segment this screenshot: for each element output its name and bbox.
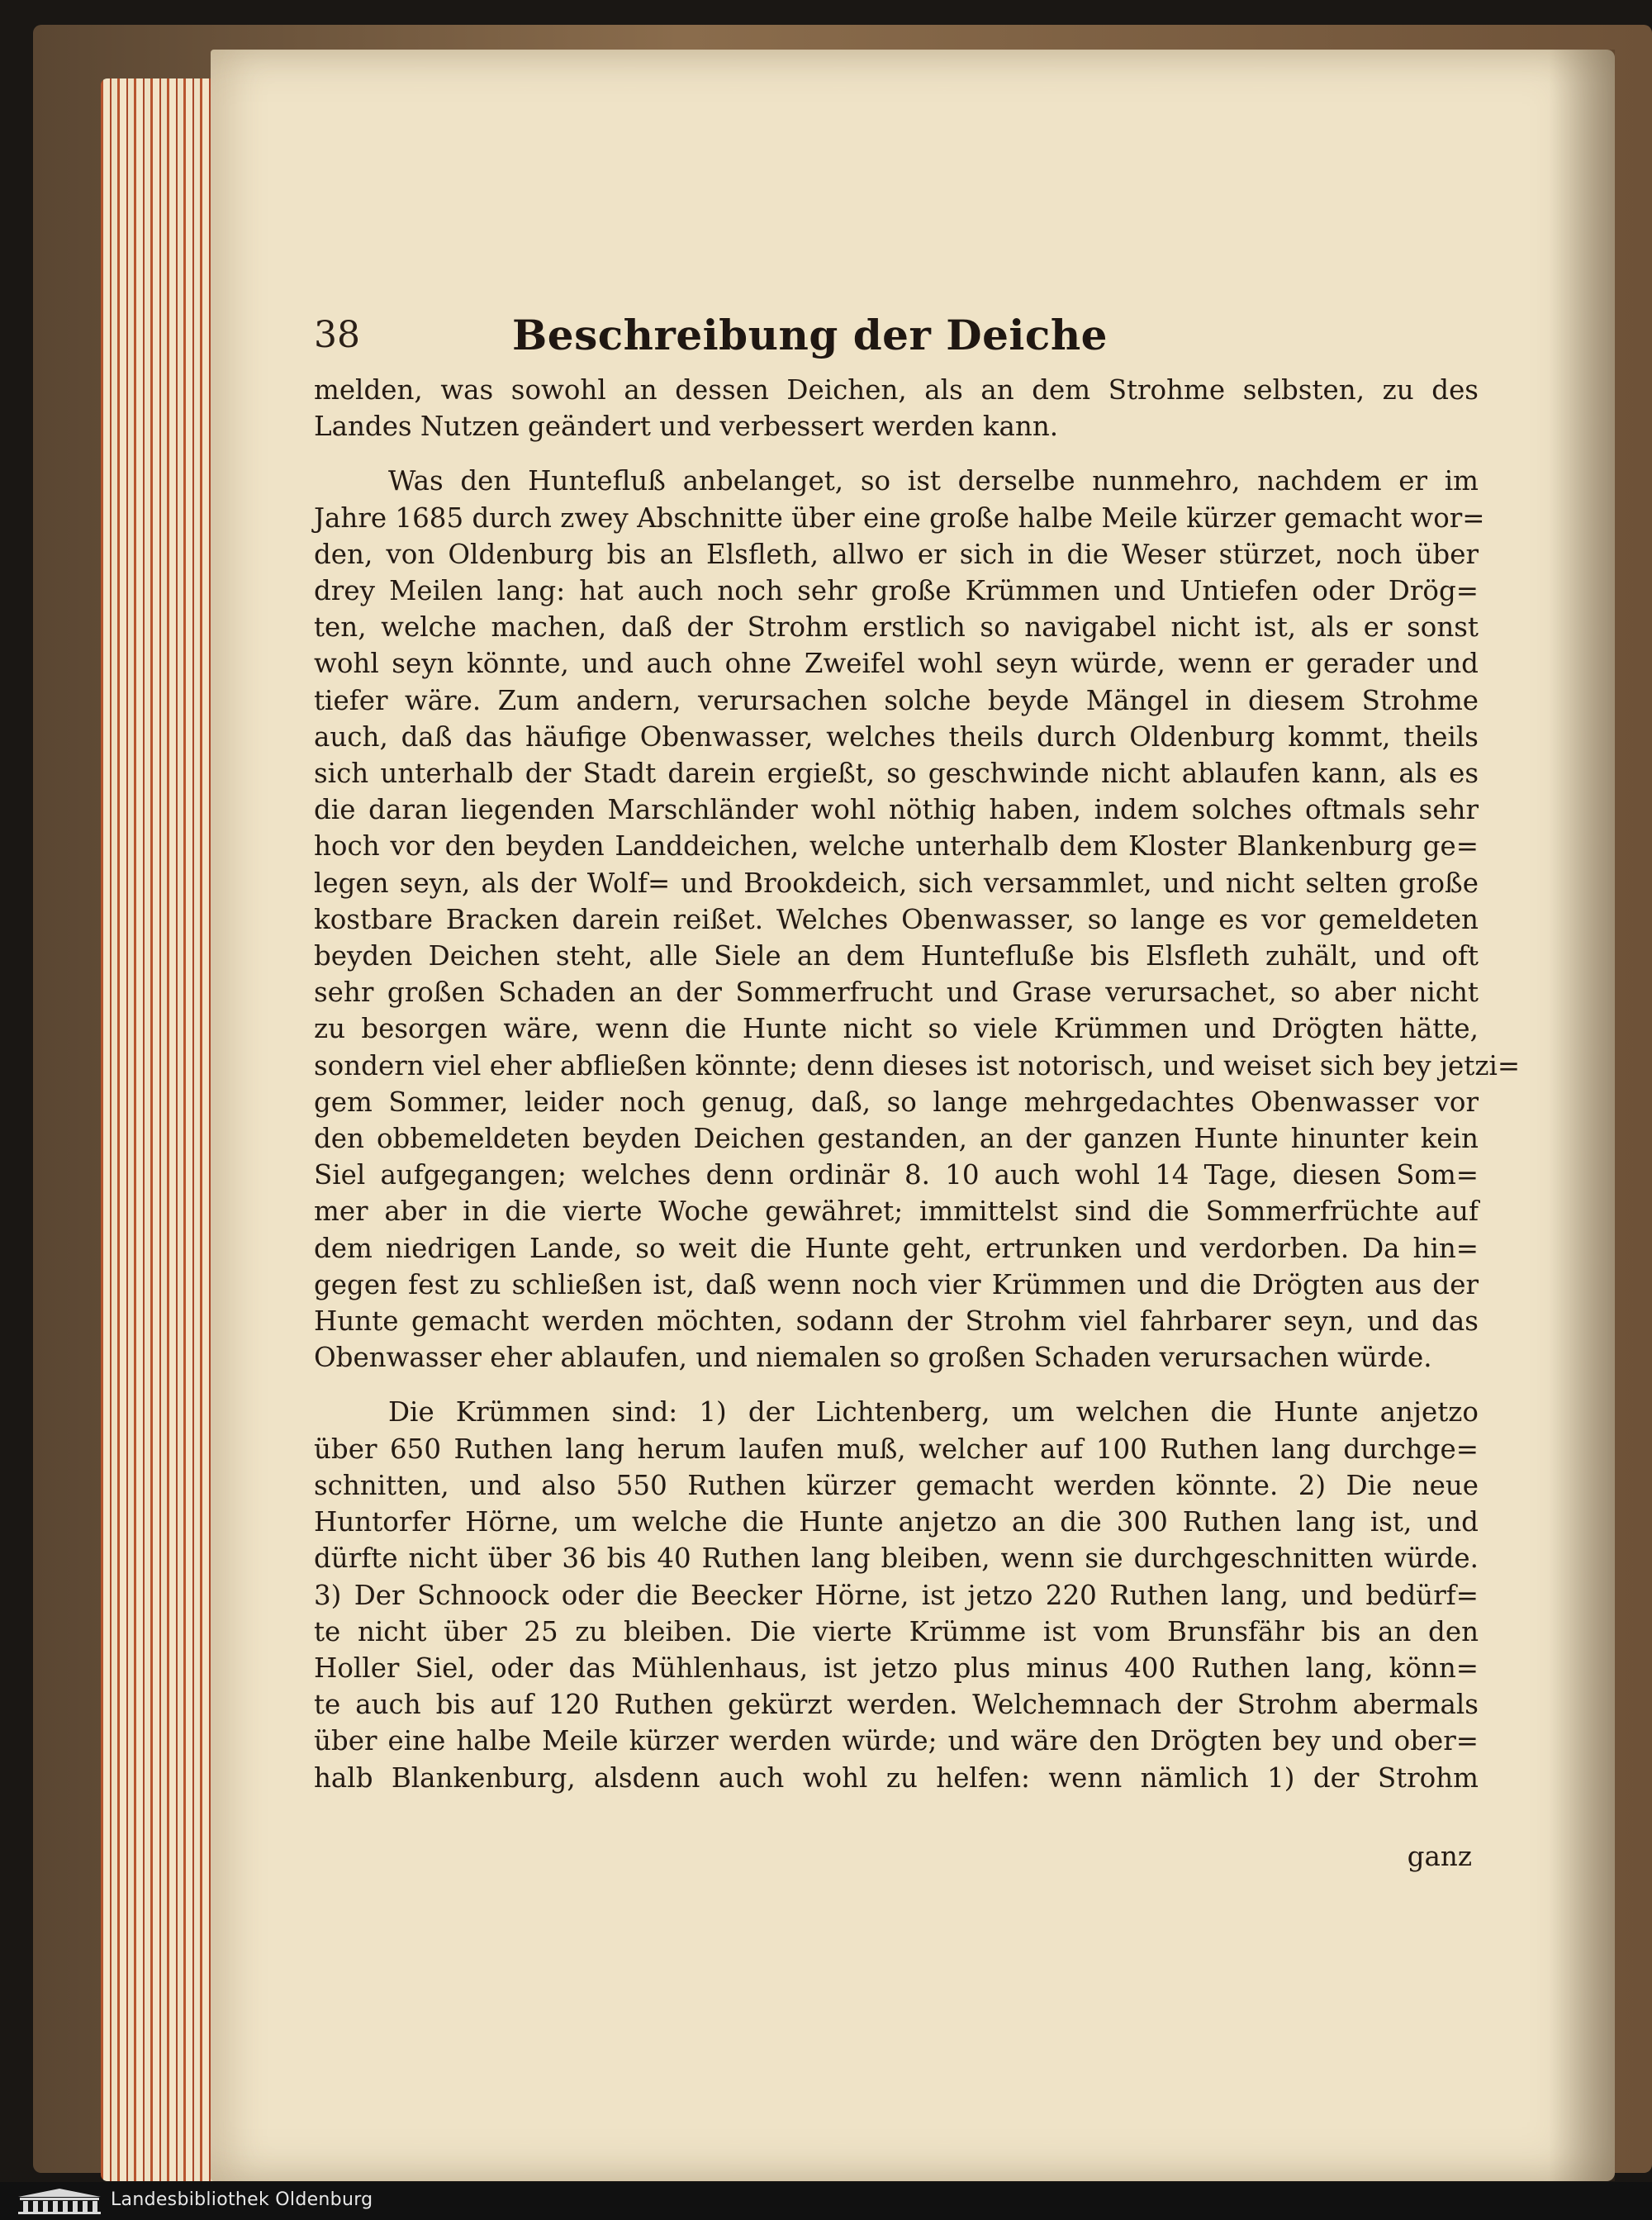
text-line: dem niedrigen Lande, so weit die Hunte geht, ertrunken und verdorben. Da hin= (314, 1232, 1479, 1264)
paragraph (314, 463, 1521, 1376)
text-line: ten, welche machen, daß der Strohm erstlich so navigabel nicht ist, als er sonst (314, 611, 1479, 644)
text-line: Siel aufgegangen; welches denn ordinär 8. 10 auch wohl 14 Tage, diesen Som= (314, 1159, 1479, 1191)
text-line: tiefer wäre. Zum andern, verursachen solche beyde Mängel in diesem Strohme (314, 684, 1479, 716)
text-line: dürfte nicht über 36 bis 40 Ruthen lang bleiben, wenn sie durchgeschnitten würde. (314, 1543, 1479, 1575)
text-line: te auch bis auf 120 Ruthen gekürzt werden. Welchemnach der Strohm abermals (314, 1689, 1479, 1721)
text-line: halb Blankenburg, alsdenn auch wohl zu helfen: wenn nämlich 1) der Strohm (314, 1761, 1479, 1794)
text-line: Obenwasser eher ablaufen, und niemalen so großen Schaden verursachen würde. (314, 1342, 1432, 1374)
text-line: den, von Oldenburg bis an Elsfleth, allwo er sich in die Weser stürzet, noch über (314, 538, 1479, 570)
page-edges (101, 78, 216, 2181)
library-building-icon (13, 2187, 106, 2215)
text-line: kostbare Bracken darein reißet. Welches Obenwasser, so lange es vor gemeldeten (314, 903, 1479, 935)
text-line: drey Meilen lang: hat auch noch sehr große Krümmen und Untiefen oder Drög= (314, 575, 1479, 607)
text-line: auch, daß das häufige Obenwasser, welches theils durch Oldenburg kommt, theils (314, 720, 1479, 753)
text-line: über 650 Ruthen lang herum laufen muß, welcher auf 100 Ruthen lang durchge= (314, 1433, 1479, 1465)
text-line: über eine halbe Meile kürzer werden würde; und wäre den Drögten bey und ober= (314, 1725, 1479, 1757)
text-line: mer aber in die vierte Woche gewähret; immittelst sind die Sommerfrüchte auf (314, 1196, 1479, 1228)
page-number: 38 (314, 314, 360, 356)
text-line: sehr großen Schaden an der Sommerfrucht und Grase verursachet, so aber nicht (314, 977, 1479, 1009)
text-line: melden, was sowohl an dessen Deichen, als an dem Strohme selbsten, zu des (314, 374, 1479, 406)
text-line: sich unterhalb der Stadt darein ergießt, so geschwinde nicht ablaufen kann, als es (314, 758, 1479, 790)
text-line: Landes Nutzen geändert und verbessert werden kann. (314, 411, 1059, 443)
text-line: sondern viel eher abfließen könnte; denn dieses ist notorisch, und weiset sich bey jetzi= (314, 1049, 1521, 1081)
text-line: gem Sommer, leider noch genug, daß, so lange mehrgedachtes Obenwasser vor (314, 1086, 1479, 1118)
page-gutter (1549, 50, 1615, 2181)
text-line: Hunte gemacht werden möchten, sodann der Strohm viel fahrbarer seyn, und das (314, 1305, 1479, 1338)
paragraph (314, 372, 1479, 444)
text-line: Holler Siel, oder das Mühlenhaus, ist jetzo plus minus 400 Ruthen lang, könn= (314, 1652, 1479, 1684)
text-line: wohl seyn könnte, und auch ohne Zweifel wohl seyn würde, wenn er gerader und (314, 648, 1479, 680)
library-name: Landesbibliothek Oldenburg (111, 2189, 373, 2210)
text-line: den obbemeldeten beyden Deichen gestanden, an der ganzen Hunte hinunter kein (314, 1123, 1479, 1155)
text-line: schnitten, und also 550 Ruthen kürzer gemacht werden könnte. 2) Die neue (314, 1469, 1479, 1501)
text-line: legen seyn, als der Wolf= und Brookdeich, sich versammlet, und nicht selten große (314, 867, 1479, 899)
page-header (314, 311, 1470, 372)
text-line: zu besorgen wäre, wenn die Hunte nicht so viele Krümmen und Drögten hätte, (314, 1013, 1479, 1045)
text-line: hoch vor den beyden Landdeichen, welche unterhalb dem Kloster Blankenburg ge= (314, 830, 1479, 863)
text-line: gegen fest zu schließen ist, daß wenn noch vier Krümmen und die Drögten aus der (314, 1268, 1479, 1300)
text-line: die daran liegenden Marschländer wohl nöthig haben, indem solches oftmals sehr (314, 794, 1479, 826)
text-line: Was den Huntefluß anbelanget, so ist derselbe nunmehro, nachdem er im (388, 465, 1479, 497)
text-line: Die Krümmen sind: 1) der Lichtenberg, um welchen die Hunte anjetzo (388, 1396, 1479, 1429)
viewer-footer (0, 2182, 1652, 2220)
text-line: beyden Deichen steht, alle Siele an dem Huntefluße bis Elsfleth zuhält, und oft (314, 940, 1479, 972)
text-line: te nicht über 25 zu bleiben. Die vierte Krümme ist vom Brunsfähr bis an den (314, 1615, 1479, 1647)
body-text (314, 372, 1521, 1796)
paragraph (314, 1394, 1479, 1795)
text-line: Jahre 1685 durch zwey Abschnitte über eine große halbe Meile kürzer gemacht wor= (314, 502, 1485, 534)
text-line: 3) Der Schnoock oder die Beecker Hörne, ist jetzo 220 Ruthen lang, und bedürf= (314, 1579, 1479, 1611)
catchword: ganz (1407, 1841, 1472, 1872)
text-line: Huntorfer Hörne, um welche die Hunte anjetzo an die 300 Ruthen lang ist, und (314, 1506, 1479, 1538)
running-head: Beschreibung der Deiche (512, 311, 1108, 359)
